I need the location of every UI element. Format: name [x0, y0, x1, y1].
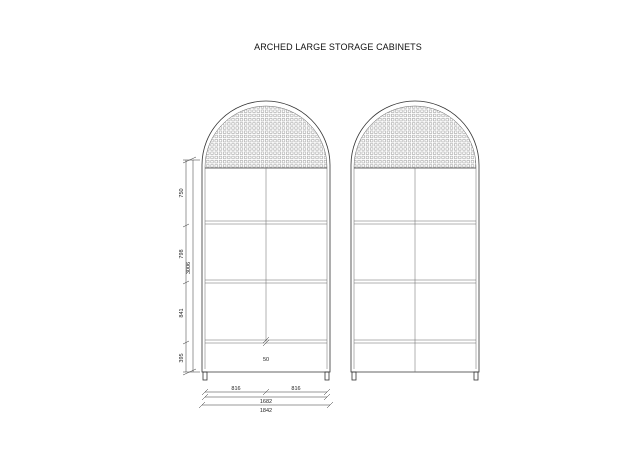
right-foot-right	[474, 372, 478, 380]
dim-outer-label: 1842	[259, 408, 273, 414]
left-foot-left	[203, 372, 207, 380]
right-cane-panel	[354, 104, 476, 168]
dim-door-left-label: 816	[231, 386, 241, 392]
dim-inner-label: 1682	[259, 399, 273, 405]
dim-base-label: 395	[179, 353, 185, 363]
left-foot-right	[325, 372, 329, 380]
dim-arch-label: 750	[179, 188, 185, 198]
drawing-title: ARCHED LARGE STORAGE CABINETS	[254, 42, 422, 52]
left-cabinet	[202, 101, 330, 380]
dim-total-label: 3006	[186, 261, 192, 275]
horizontal-dimensions	[199, 386, 333, 414]
right-foot-left	[352, 372, 356, 380]
vertical-dimensions	[179, 157, 200, 375]
dim-door-right-label: 816	[291, 386, 301, 392]
dim-shelf2-label: 841	[179, 308, 185, 318]
right-cabinet	[351, 101, 479, 380]
left-cane-panel	[205, 104, 327, 168]
dim-shelf1-label: 798	[179, 249, 185, 259]
shelf-thickness-label: 50	[262, 357, 270, 363]
